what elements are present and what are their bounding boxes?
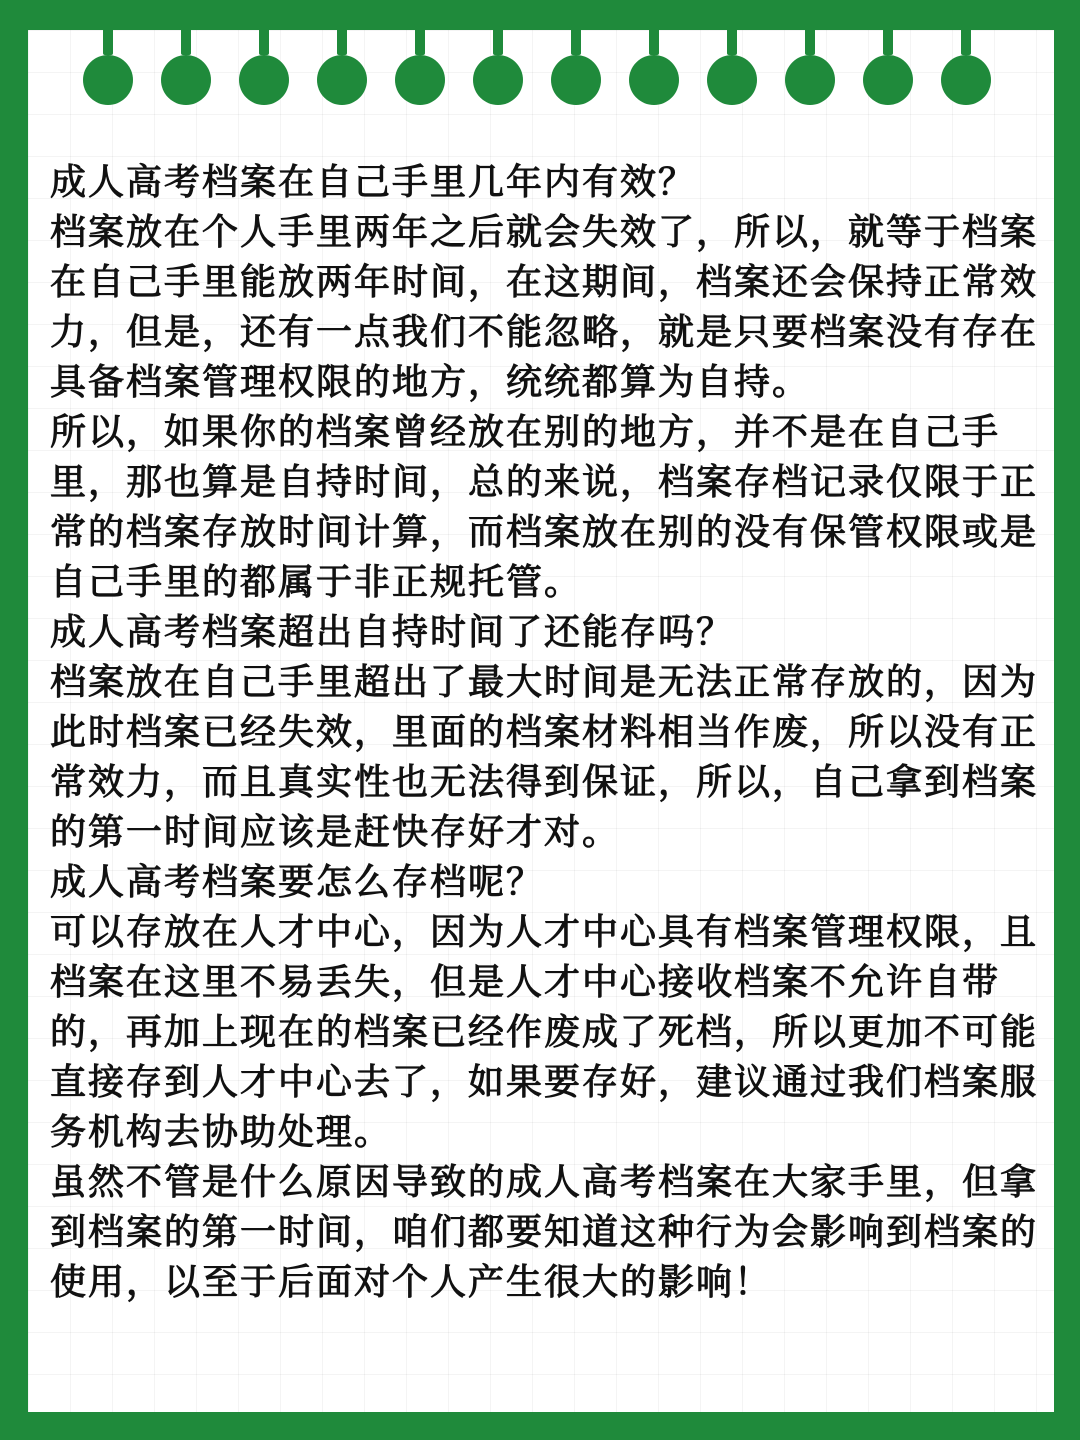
binder-ring-icon: [395, 30, 445, 105]
binder-ring-icon: [941, 30, 991, 105]
binder-ring-icon: [161, 30, 211, 105]
article-body: [50, 158, 1040, 1308]
binder-ring-icon: [785, 30, 835, 105]
binder-rings: [28, 30, 1054, 170]
body-paragraph: 可以存放在人才中心，因为人才中心具有档案管理权限，且档案在这里不易丢失，但是人才中心接收档案不允许自带的，再加上现在的档案已经作废成了死档，所以更加不可能直接存到人才中心去了，如果要存好，建议通过我们档案服务机构去协助处理。: [50, 912, 1039, 1153]
binder-ring-icon: [83, 30, 133, 105]
body-paragraph: 虽然不管是什么原因导致的成人高考档案在大家手里，但拿到档案的第一时间，咱们都要知道这种行为会影响到档案的使用，以至于后面对个人产生很大的影响！: [50, 1162, 1039, 1303]
binder-ring-icon: [239, 30, 289, 105]
binder-ring-icon: [629, 30, 679, 105]
body-paragraph: 所以，如果你的档案曾经放在别的地方，并不是在自己手里，那也算是自持时间，总的来说，档案存档记录仅限于正常的档案存放时间计算，而档案放在别的没有保管权限或是自己手里的都属于非正规托管。: [50, 412, 1039, 603]
binder-ring-icon: [863, 30, 913, 105]
body-paragraph: 档案放在自己手里超出了最大时间是无法正常存放的，因为此时档案已经失效，里面的档案材料相当作废，所以没有正常效力，而且真实性也无法得到保证，所以，自己拿到档案的第一时间应该是赶快存好才对。: [50, 662, 1039, 853]
binder-ring-icon: [551, 30, 601, 105]
binder-ring-icon: [317, 30, 367, 105]
question-heading: 成人高考档案超出自持时间了还能存吗？: [50, 612, 735, 653]
question-heading: 成人高考档案要怎么存档呢？: [50, 862, 545, 903]
binder-ring-icon: [473, 30, 523, 105]
question-heading: 成人高考档案在自己手里几年内有效？: [50, 162, 697, 203]
body-paragraph: 档案放在个人手里两年之后就会失效了，所以，就等于档案在自己手里能放两年时间，在这期间，档案还会保持正常效力，但是，还有一点我们不能忽略，就是只要档案没有存在具备档案管理权限的地方，统统都算为自持。: [50, 212, 1039, 403]
binder-ring-icon: [707, 30, 757, 105]
notebook-page: [28, 30, 1054, 1412]
